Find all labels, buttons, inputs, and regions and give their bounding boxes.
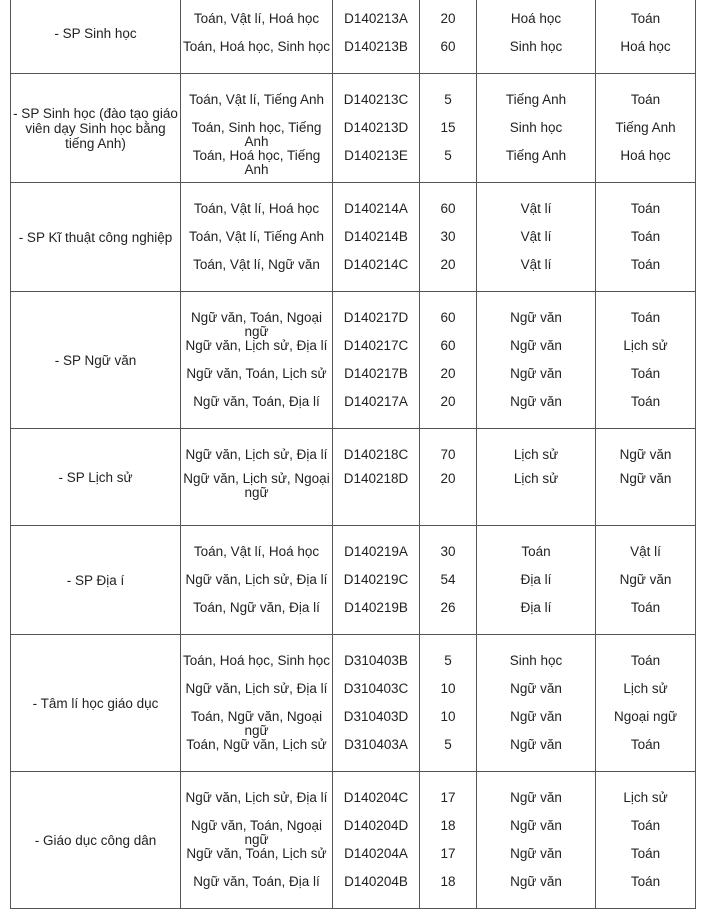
combo-value: Toán, Vật lí, Ngữ văn bbox=[193, 257, 320, 272]
second-value: Hoá học bbox=[620, 148, 671, 163]
code-value: D140204A bbox=[344, 846, 408, 861]
major-name: - SP Sinh học bbox=[54, 25, 137, 41]
second-value: Toán bbox=[630, 92, 661, 107]
second-value: Ngữ văn bbox=[619, 471, 672, 486]
second-value: Hoá học bbox=[620, 39, 671, 54]
quota-cell bbox=[420, 772, 477, 909]
main-value: Toán bbox=[521, 544, 551, 559]
combo-value: Ngữ văn, Lịch sử, Địa lí bbox=[185, 572, 328, 587]
code-value: D140214A bbox=[344, 201, 408, 216]
quota-cell bbox=[420, 0, 477, 74]
table-row bbox=[11, 429, 696, 526]
second-value: Toán bbox=[630, 874, 661, 889]
main-value: Ngữ văn bbox=[510, 874, 562, 889]
main-value: Sinh học bbox=[509, 39, 563, 54]
code-value: D140204D bbox=[343, 818, 409, 833]
major-name-cell bbox=[11, 74, 181, 183]
second-value: Toán bbox=[630, 310, 661, 325]
major-name: - SP Kĩ thuật công nghiệp bbox=[18, 229, 173, 245]
combo-cell bbox=[181, 635, 333, 772]
main-value: Vật lí bbox=[520, 201, 552, 216]
code-value: D140218D bbox=[343, 471, 409, 486]
major-name-cell bbox=[11, 635, 181, 772]
major-name: - SP Lịch sử bbox=[58, 469, 133, 485]
quota-value: 20 bbox=[440, 11, 456, 26]
combo-value: Toán, Vật lí, Hoá học bbox=[193, 201, 320, 216]
combo-value: Ngữ văn, Lịch sử, Địa lí bbox=[185, 447, 328, 462]
second-value: Toán bbox=[630, 737, 661, 752]
main-value: Ngữ văn bbox=[510, 338, 562, 353]
quota-value: 18 bbox=[440, 874, 456, 889]
combo-value: Ngữ văn, Toán, Ngoại ngữ bbox=[190, 310, 323, 339]
major-name-cell bbox=[11, 292, 181, 429]
code-value: D140217D bbox=[343, 310, 409, 325]
quota-cell bbox=[420, 183, 477, 292]
combo-value: Toán, Hoá học, Sinh học bbox=[182, 653, 331, 668]
combo-value: Toán, Ngữ văn, Lịch sử bbox=[186, 737, 327, 752]
quota-value: 60 bbox=[440, 338, 456, 353]
major-name: - SP Địa í bbox=[66, 572, 125, 588]
code-value: D140217A bbox=[344, 394, 408, 409]
second-value: Ngữ văn bbox=[619, 447, 672, 462]
code-value: D140219C bbox=[343, 572, 409, 587]
second-cell bbox=[596, 635, 696, 772]
combo-value: Toán, Vật lí, Tiếng Anh bbox=[188, 92, 325, 107]
quota-value: 26 bbox=[440, 600, 456, 615]
combo-value: Toán, Vật lí, Hoá học bbox=[193, 11, 320, 26]
code-value: D140219B bbox=[344, 600, 408, 615]
quota-value: 17 bbox=[440, 846, 456, 861]
major-name-cell bbox=[11, 0, 181, 74]
second-cell bbox=[596, 292, 696, 429]
second-value: Lịch sử bbox=[623, 790, 668, 805]
major-name: - Giáo dục công dân bbox=[34, 832, 157, 848]
code-value: D140213A bbox=[344, 11, 408, 26]
code-value: D140214C bbox=[343, 257, 409, 272]
quota-cell bbox=[420, 526, 477, 635]
major-name-cell bbox=[11, 772, 181, 909]
quota-cell bbox=[420, 292, 477, 429]
table-row bbox=[11, 635, 696, 772]
second-value: Toán bbox=[630, 257, 661, 272]
combo-value: Toán, Ngữ văn, Ngoại ngữ bbox=[190, 709, 323, 738]
second-value: Toán bbox=[630, 11, 661, 26]
admissions-table bbox=[10, 0, 696, 909]
quota-cell bbox=[420, 635, 477, 772]
table-row bbox=[11, 292, 696, 429]
major-name-cell bbox=[11, 526, 181, 635]
combo-cell bbox=[181, 429, 333, 526]
main-value: Vật lí bbox=[520, 257, 552, 272]
main-value: Tiếng Anh bbox=[505, 92, 567, 107]
second-cell bbox=[596, 526, 696, 635]
major-name: - Tâm lí học giáo dục bbox=[32, 695, 159, 711]
main-cell bbox=[477, 292, 596, 429]
quota-value: 18 bbox=[440, 818, 456, 833]
main-value: Địa lí bbox=[520, 572, 552, 587]
second-cell bbox=[596, 74, 696, 183]
code-value: D140214B bbox=[344, 229, 408, 244]
quota-value: 15 bbox=[440, 120, 456, 135]
quota-value: 20 bbox=[440, 471, 456, 486]
main-cell bbox=[477, 772, 596, 909]
combo-value: Toán, Hoá học, Tiếng Anh bbox=[192, 148, 321, 177]
combo-cell bbox=[181, 74, 333, 183]
quota-value: 5 bbox=[444, 148, 452, 163]
combo-value: Ngữ văn, Toán, Địa lí bbox=[193, 874, 320, 889]
main-cell bbox=[477, 0, 596, 74]
code-value: D140204B bbox=[344, 874, 408, 889]
main-value: Sinh học bbox=[509, 653, 563, 668]
main-value: Ngữ văn bbox=[510, 310, 562, 325]
code-value: D310403A bbox=[344, 737, 408, 752]
quota-value: 20 bbox=[440, 394, 456, 409]
quota-value: 17 bbox=[440, 790, 456, 805]
main-value: Ngữ văn bbox=[510, 846, 562, 861]
second-value: Ngoại ngữ bbox=[613, 709, 678, 724]
second-cell bbox=[596, 0, 696, 74]
main-value: Ngữ văn bbox=[510, 709, 562, 724]
code-value: D140217B bbox=[344, 366, 408, 381]
main-value: Vật lí bbox=[520, 229, 552, 244]
main-value: Tiếng Anh bbox=[505, 148, 567, 163]
combo-value: Ngữ văn, Toán, Lịch sử bbox=[186, 366, 327, 381]
second-cell bbox=[596, 183, 696, 292]
code-value: D310403C bbox=[343, 681, 409, 696]
code-cell bbox=[333, 429, 420, 526]
combo-value: Ngữ văn, Toán, Địa lí bbox=[193, 394, 320, 409]
code-cell bbox=[333, 526, 420, 635]
table-row bbox=[11, 183, 696, 292]
quota-value: 60 bbox=[440, 201, 456, 216]
main-cell bbox=[477, 74, 596, 183]
code-cell bbox=[333, 74, 420, 183]
main-value: Lịch sử bbox=[513, 447, 559, 462]
combo-value: Toán, Ngữ văn, Địa lí bbox=[193, 600, 320, 615]
table-row bbox=[11, 772, 696, 909]
code-value: D140213D bbox=[343, 120, 409, 135]
code-value: D140219A bbox=[344, 544, 408, 559]
code-value: D310403D bbox=[343, 709, 409, 724]
combo-cell bbox=[181, 526, 333, 635]
second-value: Lịch sử bbox=[623, 681, 668, 696]
major-name: - SP Sinh học (đào tạo giáo viên dạy Sinh học bằng tiếng Anh) bbox=[13, 105, 178, 151]
quota-cell bbox=[420, 429, 477, 526]
main-value: Ngữ văn bbox=[510, 681, 562, 696]
code-value: D140213C bbox=[343, 92, 409, 107]
second-value: Tiếng Anh bbox=[615, 120, 676, 135]
code-cell bbox=[333, 183, 420, 292]
combo-cell bbox=[181, 0, 333, 74]
second-value: Toán bbox=[630, 394, 661, 409]
combo-value: Toán, Sinh học, Tiếng Anh bbox=[191, 120, 322, 149]
quota-value: 54 bbox=[440, 572, 456, 587]
combo-value: Ngữ văn, Lịch sử, Ngoại ngữ bbox=[183, 471, 330, 500]
code-cell bbox=[333, 0, 420, 74]
main-cell bbox=[477, 429, 596, 526]
quota-value: 5 bbox=[444, 737, 452, 752]
main-value: Ngữ văn bbox=[510, 790, 562, 805]
code-cell bbox=[333, 635, 420, 772]
combo-value: Ngữ văn, Lịch sử, Địa lí bbox=[185, 790, 328, 805]
combo-value: Ngữ văn, Toán, Ngoại ngữ bbox=[190, 818, 323, 847]
second-value: Vật lí bbox=[630, 544, 661, 559]
code-value: D140204C bbox=[343, 790, 409, 805]
quota-value: 60 bbox=[440, 310, 456, 325]
code-value: D140213E bbox=[344, 148, 408, 163]
combo-value: Toán, Hoá học, Sinh học bbox=[182, 39, 331, 54]
quota-value: 30 bbox=[440, 544, 456, 559]
quota-value: 20 bbox=[440, 257, 456, 272]
second-value: Lịch sử bbox=[623, 338, 668, 353]
quota-value: 30 bbox=[440, 229, 456, 244]
second-value: Toán bbox=[630, 201, 661, 216]
code-value: D140217C bbox=[343, 338, 409, 353]
quota-value: 60 bbox=[440, 39, 456, 54]
second-value: Toán bbox=[630, 600, 661, 615]
combo-value: Ngữ văn, Lịch sử, Địa lí bbox=[185, 681, 328, 696]
combo-value: Toán, Vật lí, Hoá học bbox=[193, 544, 320, 559]
main-value: Lịch sử bbox=[513, 471, 559, 486]
main-value: Ngữ văn bbox=[510, 737, 562, 752]
combo-cell bbox=[181, 292, 333, 429]
combo-cell bbox=[181, 183, 333, 292]
table-row bbox=[11, 0, 696, 74]
second-value: Toán bbox=[630, 846, 661, 861]
code-value: D140218C bbox=[343, 447, 409, 462]
code-cell bbox=[333, 772, 420, 909]
code-cell bbox=[333, 292, 420, 429]
main-cell bbox=[477, 183, 596, 292]
second-value: Toán bbox=[630, 229, 661, 244]
main-value: Hoá học bbox=[510, 11, 562, 26]
quota-value: 5 bbox=[444, 92, 452, 107]
main-value: Ngữ văn bbox=[510, 818, 562, 833]
major-name-cell bbox=[11, 183, 181, 292]
admissions-table-body bbox=[11, 0, 696, 909]
main-value: Sinh học bbox=[509, 120, 563, 135]
quota-cell bbox=[420, 74, 477, 183]
code-value: D310403B bbox=[344, 653, 408, 668]
table-row bbox=[11, 74, 696, 183]
second-value: Toán bbox=[630, 366, 661, 381]
main-value: Địa lí bbox=[520, 600, 552, 615]
code-value: D140213B bbox=[344, 39, 408, 54]
second-value: Toán bbox=[630, 818, 661, 833]
second-cell bbox=[596, 772, 696, 909]
combo-value: Toán, Vật lí, Tiếng Anh bbox=[188, 229, 325, 244]
combo-value: Ngữ văn, Toán, Lịch sử bbox=[186, 846, 327, 861]
main-value: Ngữ văn bbox=[510, 366, 562, 381]
combo-cell bbox=[181, 772, 333, 909]
quota-value: 10 bbox=[440, 681, 456, 696]
quota-value: 10 bbox=[440, 709, 456, 724]
main-cell bbox=[477, 635, 596, 772]
table-row bbox=[11, 526, 696, 635]
second-value: Ngữ văn bbox=[619, 572, 672, 587]
second-cell bbox=[596, 429, 696, 526]
major-name-cell bbox=[11, 429, 181, 526]
quota-value: 5 bbox=[444, 653, 452, 668]
quota-value: 20 bbox=[440, 366, 456, 381]
quota-value: 70 bbox=[440, 447, 456, 462]
main-value: Ngữ văn bbox=[510, 394, 562, 409]
main-cell bbox=[477, 526, 596, 635]
major-name: - SP Ngữ văn bbox=[54, 352, 137, 368]
combo-value: Ngữ văn, Lịch sử, Địa lí bbox=[185, 338, 328, 353]
second-value: Toán bbox=[630, 653, 661, 668]
